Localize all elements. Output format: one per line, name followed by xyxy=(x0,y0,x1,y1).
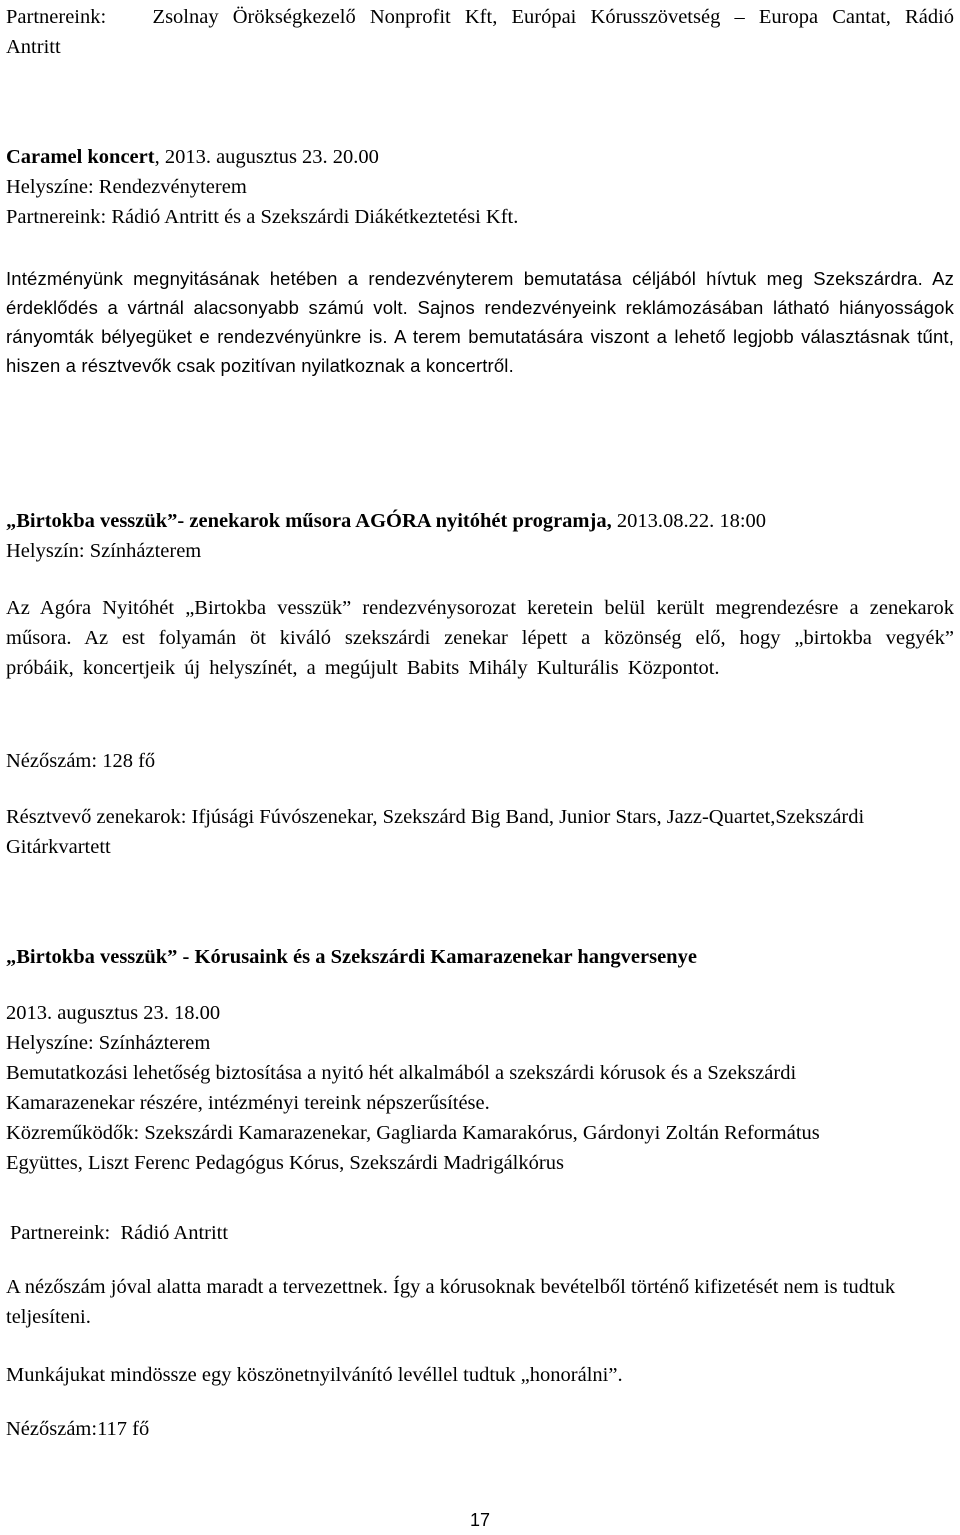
partners-label: Partnereink: xyxy=(6,6,107,28)
birtokba-zenekarok-title: „Birtokba vesszük”- zenekarok műsora AGÓRA nyitóhét programja, 2013.08.22. 18:00 xyxy=(6,510,767,532)
birtokba-korusok-desc: Bemutatkozási lehetőség biztosítása a nyitó hét alkalmából a szekszárdi kórusok és a Szekszárdi Kamarazenekar részére, intézményi tereink népszerűsítése. xyxy=(6,1062,797,1114)
partners-text: Zsolnay Örökségkezelő Nonprofit Kft, Európai Kórusszövetség – Europa Cantat, Rádió Antritt xyxy=(6,6,955,58)
birtokba-zenekarok-audience: Nézőszám: 128 fő xyxy=(6,750,156,772)
page-number: 17 xyxy=(469,1510,491,1530)
birtokba-korusok-performers: Közreműködők: Szekszárdi Kamarazenekar, Gagliarda Kamarakórus, Gárdonyi Zoltán Református Együttes, Liszt Ferenc Pedagógus Kórus, Szekszárdi Madrigálkórus xyxy=(6,1122,820,1174)
birtokba-korusok-note1: A nézőszám jóval alatta maradt a tervezettnek. Így a kórusoknak bevételből történő kifizetését nem is tudtuk teljesíteni. xyxy=(6,1276,896,1328)
birtokba-korusok-details xyxy=(6,998,954,1178)
birtokba-zenekarok-venue: Helyszín: Színházterem xyxy=(6,540,202,562)
partners-block xyxy=(6,2,954,62)
caramel-section xyxy=(6,142,954,232)
birtokba-korusok-title: „Birtokba vesszük” - Kórusaink és a Szekszárdi Kamarazenekar hangversenye xyxy=(6,946,697,968)
birtokba-zenekarok-bands: Résztvevő zenekarok: Ifjúsági Fúvószenekar, Szekszárd Big Band, Junior Stars, Jazz-Quartet,Szekszárdi Gitárkvartett xyxy=(6,806,865,858)
caramel-partners: Partnereink: Rádió Antritt és a Szekszárdi Diákétkeztetési Kft. xyxy=(6,206,519,228)
birtokba-zenekarok-paragraph: Az Agóra Nyitóhét „Birtokba vesszük” rendezvénysorozat keretein belül került megrendezésre a zenekarok műsora. Az est folyamán öt kiváló szekszárdi zenekar lépett a közönség elő, hogy „birtokba vegyék” próbáik, koncertjeik új helyszínét, a megújult Babits Mihály Kulturális Központot. xyxy=(6,597,954,679)
caramel-venue: Helyszíne: Rendezvényterem xyxy=(6,176,247,198)
birtokba-korusok-date: 2013. augusztus 23. 18.00 xyxy=(6,1002,221,1024)
birtokba-korusok-partners: Partnereink: Rádió Antritt xyxy=(10,1222,229,1244)
birtokba-korusok-venue: Helyszíne: Színházterem xyxy=(6,1032,211,1054)
birtokba-korusok-note2: Munkájukat mindössze egy köszönetnyilvánító levéllel tudtuk „honorálni”. xyxy=(6,1364,623,1386)
caramel-title: Caramel koncert, 2013. augusztus 23. 20.00 xyxy=(6,146,379,168)
birtokba-zenekarok-section xyxy=(6,506,954,566)
caramel-paragraph: Intézményünk megnyitásának hetében a rendezvényterem bemutatása céljából hívtuk meg Szekszárdra. Az érdeklődés a vártnál alacsonyabb számú volt. Sajnos rendezvényeink reklámozásában látható hiányosságok rányomták bélyegüket e rendezvényünkre is. A terem bemutatására viszont a lehető legjobb választásnak tűnt, hiszen a résztvevők csak pozitívan nyilatkoznak a koncertről. xyxy=(6,268,954,376)
birtokba-korusok-audience: Nézőszám:117 fő xyxy=(6,1418,150,1440)
